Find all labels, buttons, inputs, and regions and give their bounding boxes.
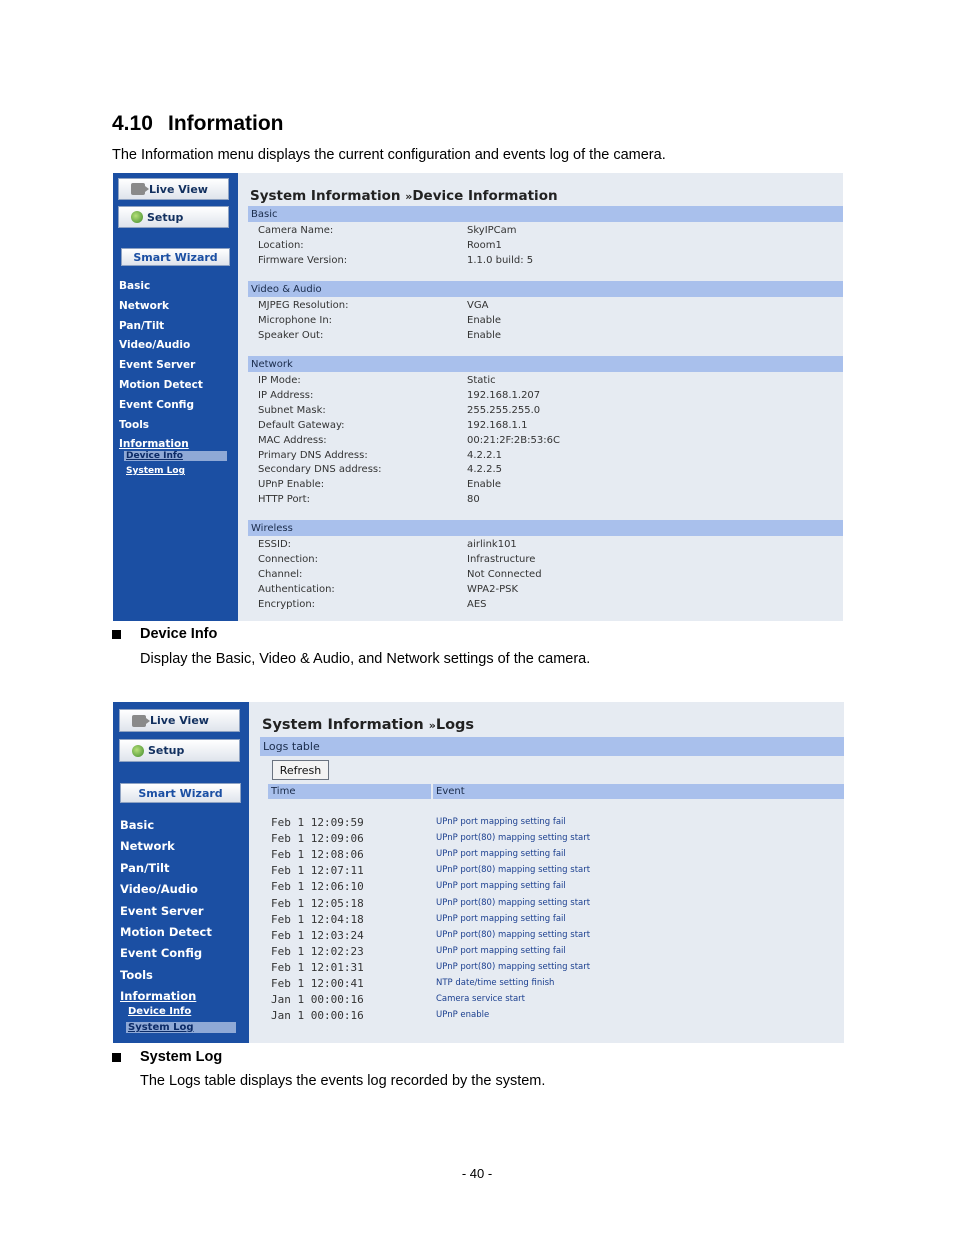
sidebar-item-pan-tilt[interactable]: Pan/Tilt (119, 319, 165, 332)
info-row (258, 434, 560, 446)
info-value: 192.168.1.207 (467, 389, 541, 401)
info-value: 1.1.0 build: 5 (467, 254, 534, 266)
info-label: Primary DNS Address: (258, 449, 368, 461)
live-view-button[interactable] (119, 709, 240, 732)
log-time: Feb 1 12:04:18 (271, 912, 364, 926)
info-value: WPA2-PSK (467, 583, 519, 595)
info-row (258, 598, 487, 610)
info-row (258, 389, 541, 401)
info-value: Enable (467, 479, 502, 491)
log-event: Camera service start (436, 994, 526, 1005)
info-value: Infrastructure (467, 553, 536, 565)
event-column-label: Event (436, 786, 465, 797)
sidebar-subitem-device-info[interactable]: Device Info (124, 451, 227, 461)
sidebar-item-network[interactable]: Network (120, 839, 175, 854)
info-value: SkyIPCam (467, 225, 517, 236)
group-header (248, 356, 843, 372)
info-label: HTTP Port: (258, 494, 310, 506)
info-value: 192.168.1.1 (467, 419, 528, 431)
setup-icon (132, 745, 144, 757)
sidebar-item-basic[interactable]: Basic (119, 280, 151, 292)
live-view-label: Live View (150, 714, 209, 727)
section-title: Information (168, 112, 284, 135)
bullet-square-icon (112, 1053, 121, 1062)
log-event: UPnP port(80) mapping setting start (436, 833, 591, 844)
log-time: Feb 1 12:02:23 (271, 944, 364, 958)
bullet-square-icon (112, 630, 121, 639)
info-value: 4.2.2.5 (467, 464, 502, 476)
info-label: IP Address: (258, 389, 314, 401)
group-header (248, 520, 843, 536)
info-row (258, 254, 534, 266)
info-label: Connection: (258, 553, 318, 565)
sidebar-item-motion-detect[interactable]: Motion Detect (120, 925, 212, 939)
system-log-description: The Logs table displays the events log recorded by the system. (140, 1073, 546, 1089)
sidebar-item-event-config[interactable]: Event Config (120, 946, 203, 961)
group-name: Network (251, 358, 293, 370)
system-log-screenshot (113, 702, 844, 1043)
sidebar (113, 702, 249, 1043)
time-column-label: Time (271, 786, 296, 797)
column-header-event (433, 784, 844, 799)
info-value: Static (467, 375, 496, 386)
log-event: UPnP port(80) mapping setting start (436, 897, 591, 908)
info-label: MJPEG Resolution: (258, 300, 349, 311)
group-name: Video & Audio (251, 283, 322, 295)
log-time: Feb 1 12:05:18 (271, 896, 364, 910)
info-row (258, 419, 528, 431)
log-time: Feb 1 12:07:11 (271, 864, 364, 878)
camera-icon (131, 183, 145, 195)
info-row (258, 479, 502, 491)
refresh-label: Refresh (279, 763, 322, 777)
log-event: UPnP port mapping setting fail (436, 945, 566, 956)
page-title (250, 188, 558, 204)
info-value: 255.255.255.0 (467, 404, 541, 416)
sidebar-item-motion-detect[interactable]: Motion Detect (119, 379, 203, 391)
log-time: Feb 1 12:01:31 (271, 960, 364, 974)
info-value: 00:21:2F:2B:53:6C (467, 434, 560, 446)
info-label: Default Gateway: (258, 419, 345, 431)
info-label: Location: (258, 239, 304, 251)
group-name: Wireless (251, 522, 293, 534)
info-row (258, 494, 480, 506)
info-row (258, 329, 502, 341)
smart-wizard-label: Smart Wizard (138, 786, 223, 800)
log-event: UPnP port mapping setting fail (436, 849, 566, 860)
log-event: UPnP port mapping setting fail (436, 881, 566, 892)
page-number: - 40 - (461, 1166, 493, 1181)
log-time: Feb 1 12:09:06 (271, 832, 364, 846)
info-label: Secondary DNS address: (258, 464, 382, 476)
logs-table-label: Logs table (263, 740, 320, 753)
device-info-description: Display the Basic, Video & Audio, and Network settings of the camera. (140, 651, 591, 667)
sidebar-item-event-server[interactable]: Event Server (120, 903, 204, 918)
section-heading (112, 112, 284, 136)
log-time: Jan 1 00:00:16 (271, 1009, 364, 1023)
device-info-screenshot (113, 173, 843, 621)
sidebar-item-tools[interactable]: Tools (120, 967, 153, 982)
sidebar-item-event-config[interactable]: Event Config (119, 398, 194, 411)
log-event: UPnP port(80) mapping setting start (436, 961, 591, 972)
group-header (248, 281, 843, 297)
setup-label: Setup (147, 210, 184, 224)
log-time: Feb 1 12:09:59 (271, 816, 364, 829)
group-header (248, 206, 843, 222)
page-title (262, 717, 474, 733)
info-label: Subnet Mask: (258, 404, 326, 416)
title-sub: Logs (435, 717, 475, 733)
smart-wizard-button[interactable] (120, 783, 241, 803)
info-row (258, 314, 502, 326)
setup-button[interactable] (118, 206, 229, 228)
logs-table-header (260, 737, 844, 756)
info-row (258, 375, 496, 386)
info-label: Encryption: (258, 598, 316, 610)
sidebar (113, 173, 238, 621)
title-main: System Information (250, 188, 401, 204)
info-row (258, 225, 517, 236)
info-label: MAC Address: (258, 434, 327, 446)
info-row (258, 300, 489, 311)
info-value: 4.2.2.1 (467, 449, 502, 461)
info-label: Microphone In: (258, 314, 333, 326)
live-view-label: Live View (149, 182, 208, 196)
system-log-heading: System Log (140, 1049, 223, 1065)
info-value: Enable (467, 314, 502, 326)
info-value: VGA (467, 300, 489, 311)
device-info-heading: Device Info (140, 626, 218, 642)
smart-wizard-label: Smart Wizard (133, 250, 218, 264)
sidebar-item-information[interactable]: Information (119, 438, 189, 451)
log-event: UPnP port(80) mapping setting start (436, 929, 591, 940)
sidebar-item-video-audio[interactable]: Video/Audio (120, 882, 198, 897)
info-row (258, 404, 541, 416)
title-separator: » (428, 719, 436, 732)
log-time: Feb 1 12:08:06 (271, 848, 364, 862)
sidebar-item-video-audio[interactable]: Video/Audio (119, 339, 191, 352)
group-name: Basic (251, 208, 278, 220)
title-sub: Device Information (412, 188, 558, 204)
info-value: Enable (467, 329, 502, 341)
smart-wizard-button[interactable] (121, 248, 230, 266)
log-event: UPnP port mapping setting fail (436, 913, 566, 924)
sidebar-subitem-system-log[interactable]: System Log (126, 466, 185, 476)
column-header-time (268, 784, 431, 799)
sidebar-subitem-device-info[interactable]: Device Info (128, 1006, 192, 1017)
info-label: Authentication: (258, 583, 335, 595)
info-label: Camera Name: (258, 225, 334, 236)
info-row (258, 553, 536, 565)
info-label: Firmware Version: (258, 254, 348, 266)
log-event: UPnP port mapping setting fail (436, 817, 566, 827)
log-event: UPnP port(80) mapping setting start (436, 865, 591, 876)
log-time: Jan 1 00:00:16 (271, 993, 364, 1007)
info-row (258, 539, 517, 550)
camera-icon (132, 715, 146, 727)
log-time: Feb 1 12:00:41 (271, 977, 364, 990)
setup-button[interactable] (119, 739, 240, 762)
setup-label: Setup (148, 744, 185, 757)
log-event: UPnP enable (436, 1010, 490, 1021)
sidebar-item-event-server[interactable]: Event Server (119, 359, 196, 372)
info-value: Not Connected (467, 568, 542, 580)
sidebar-item-network[interactable]: Network (119, 299, 170, 312)
intro-paragraph: The Information menu displays the current configuration and events log of the camera. (112, 147, 666, 163)
info-label: IP Mode: (258, 375, 301, 386)
info-row (258, 449, 502, 461)
info-label: Channel: (258, 568, 303, 580)
info-row (258, 568, 542, 580)
log-time: Feb 1 12:03:24 (271, 928, 364, 942)
log-event: NTP date/time setting finish (436, 978, 555, 988)
sidebar-item-basic[interactable]: Basic (120, 818, 155, 832)
info-row (258, 239, 502, 251)
info-label: ESSID: (258, 539, 292, 550)
title-main: System Information (262, 717, 424, 733)
log-time: Feb 1 12:06:10 (271, 880, 364, 894)
sidebar-item-pan-tilt[interactable]: Pan/Tilt (120, 860, 170, 875)
info-row (258, 583, 519, 595)
sidebar-item-tools[interactable]: Tools (119, 418, 150, 431)
section-number: 4.10 (112, 112, 153, 135)
title-separator: » (405, 190, 413, 203)
info-value: AES (467, 598, 487, 610)
info-value: airlink101 (467, 539, 517, 550)
sidebar-subitem-system-log[interactable]: System Log (126, 1022, 236, 1033)
sidebar-item-information[interactable]: Information (120, 989, 197, 1004)
info-value: Room1 (467, 239, 502, 251)
info-value: 80 (467, 494, 480, 506)
live-view-button[interactable] (118, 178, 229, 200)
info-label: Speaker Out: (258, 329, 324, 341)
info-label: UPnP Enable: (258, 479, 325, 491)
info-row (258, 464, 502, 476)
refresh-button[interactable] (272, 760, 329, 780)
setup-icon (131, 211, 143, 223)
